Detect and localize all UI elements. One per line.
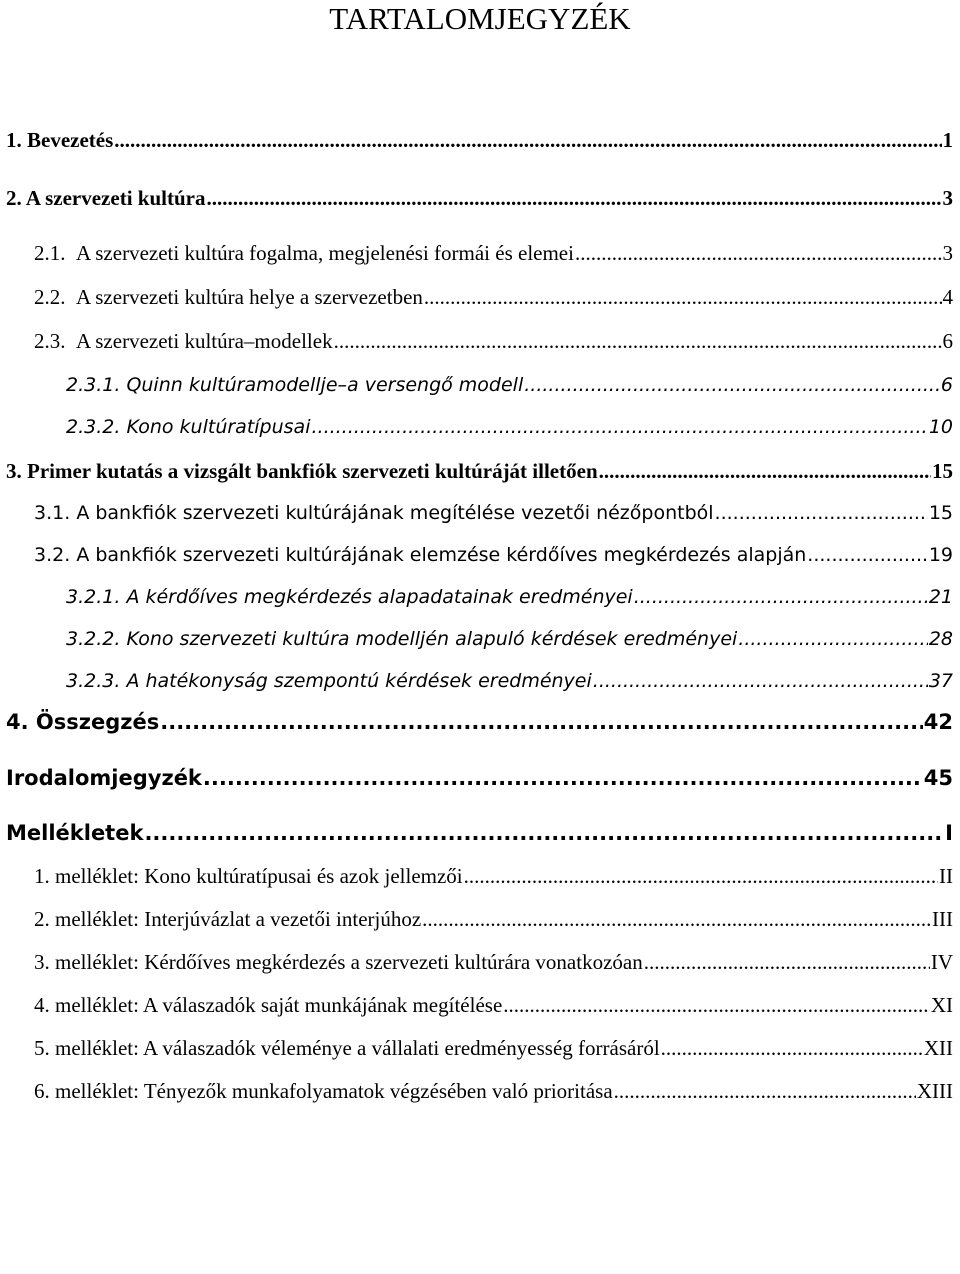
toc-entry[interactable] — [66, 582, 953, 612]
toc-dot-leader — [503, 990, 930, 1020]
toc-entry-label: 1. melléklet: Kono kultúratípusai és azok jellemzői — [34, 864, 463, 888]
toc-entry-label: 3. Primer kutatás a vizsgált bankfiók szervezeti kultúráját illetően — [6, 459, 598, 483]
toc-entry-label: 6. melléklet: Tényezők munkafolyamatok végzésében való prioritása — [34, 1079, 613, 1103]
toc-dot-leader — [203, 763, 923, 793]
toc-page-number: 45 — [923, 766, 953, 790]
toc-entry[interactable] — [34, 282, 953, 312]
toc-entry[interactable] — [34, 326, 953, 356]
toc-dot-leader — [144, 818, 944, 848]
toc-dot-leader — [807, 540, 928, 570]
toc-entry-label: 5. melléklet: A válaszadók véleménye a vállalati eredményesség forrásáról — [34, 1036, 660, 1060]
toc-page-number: 15 — [932, 459, 953, 483]
toc-page-number: 37 — [928, 670, 953, 692]
toc-entry-label: 4. Összegzés — [6, 710, 160, 734]
toc-entry-label: 4. melléklet: A válaszadók saját munkájának megítélése — [34, 993, 503, 1017]
toc-entry[interactable] — [6, 818, 953, 848]
toc-entry-label: Mellékletek — [6, 821, 144, 845]
toc-dot-leader — [634, 582, 928, 612]
toc-dot-leader — [644, 947, 930, 977]
toc-entry-label: 3.2. A bankfiók szervezeti kultúrájának elemzése kérdőíves megkérdezés alapján — [34, 544, 807, 566]
toc-entry[interactable] — [6, 183, 953, 213]
toc-dot-leader — [424, 282, 942, 312]
toc-dot-leader — [593, 666, 928, 696]
toc-page-number: I — [945, 821, 953, 845]
toc-entry[interactable] — [34, 990, 953, 1020]
toc-dot-leader — [715, 498, 928, 528]
toc-entry[interactable] — [6, 125, 953, 155]
toc-entry[interactable] — [66, 624, 953, 654]
toc-entry[interactable] — [34, 238, 953, 268]
toc-page-number: XI — [930, 993, 953, 1017]
toc-page-number: 28 — [928, 628, 953, 650]
toc-entry[interactable] — [34, 1076, 953, 1106]
toc-page-number: 42 — [923, 710, 953, 734]
toc-entry[interactable] — [34, 540, 953, 570]
toc-entry-label: 2.3.2. Kono kultúratípusai — [66, 416, 311, 438]
toc-entry[interactable] — [66, 370, 953, 400]
toc-entry[interactable] — [34, 861, 953, 891]
toc-dot-leader — [114, 125, 941, 155]
toc-entry[interactable] — [34, 904, 953, 934]
toc-dot-leader — [599, 456, 931, 486]
toc-page-number: 1 — [942, 128, 953, 152]
page-title: TARTALOMJEGYZÉK — [329, 1, 631, 36]
toc-dot-leader — [160, 707, 923, 737]
toc-page-number: 6 — [942, 329, 953, 353]
toc-page-number: 6 — [940, 374, 953, 396]
toc-entry-label: 2. melléklet: Interjúvázlat a vezetői interjúhoz — [34, 907, 422, 931]
toc-dot-leader — [464, 861, 938, 891]
toc-entry[interactable] — [6, 763, 953, 793]
toc-dot-leader — [311, 412, 927, 442]
toc-entry-label: 3.1. A bankfiók szervezeti kultúrájának megítélése vezetői nézőpontból — [34, 502, 714, 524]
toc-page-number: II — [939, 864, 953, 888]
toc-page-number: 10 — [928, 416, 953, 438]
toc-page-number: XII — [923, 1036, 953, 1060]
toc-entry-label: Irodalomjegyzék — [6, 766, 202, 790]
toc-dot-leader — [524, 370, 940, 400]
toc-entry[interactable] — [66, 412, 953, 442]
toc-dot-leader — [334, 326, 942, 356]
toc-dot-leader — [422, 904, 931, 934]
toc-entry-label: 3.2.2. Kono szervezeti kultúra modelljén alapuló kérdések eredményei — [66, 628, 738, 650]
toc-page-number: 3 — [942, 186, 953, 210]
toc-entry-label: 2.3.1. Quinn kultúramodellje–a versengő modell — [66, 374, 524, 396]
toc-entry-label: 2.2. A szervezeti kultúra helye a szervezetben — [34, 285, 423, 309]
toc-entry-label: 3.2.3. A hatékonyság szempontú kérdések eredményei — [66, 670, 592, 692]
toc-page-number: 3 — [942, 241, 953, 265]
toc-page-number: XIII — [916, 1079, 953, 1103]
toc-dot-leader — [738, 624, 928, 654]
toc-page-number: IV — [930, 950, 953, 974]
toc-page-number: 4 — [942, 285, 953, 309]
toc-entry[interactable] — [34, 498, 953, 528]
toc-dot-leader — [661, 1033, 923, 1063]
toc-page-number: 21 — [928, 586, 953, 608]
toc-entry-label: 1. Bevezetés — [6, 128, 114, 152]
toc-page-number: 15 — [928, 502, 953, 524]
toc-entry[interactable] — [66, 666, 953, 696]
toc-dot-leader — [614, 1076, 916, 1106]
toc-entry-label: 2.3. A szervezeti kultúra–modellek — [34, 329, 333, 353]
toc-entry[interactable] — [34, 1033, 953, 1063]
toc-page-number: III — [932, 907, 953, 931]
toc-entry[interactable] — [6, 456, 953, 486]
toc-entry[interactable] — [34, 947, 953, 977]
toc-entry-label: 2.1. A szervezeti kultúra fogalma, megjelenési formái és elemei — [34, 241, 574, 265]
toc-dot-leader — [575, 238, 942, 268]
toc-entry-label: 3.2.1. A kérdőíves megkérdezés alapadatainak eredményei — [66, 586, 633, 608]
toc-entry-label: 2. A szervezeti kultúra — [6, 186, 206, 210]
toc-dot-leader — [206, 183, 941, 213]
toc-entry[interactable] — [6, 707, 953, 737]
toc-entry-label: 3. melléklet: Kérdőíves megkérdezés a szervezeti kultúrára vonatkozóan — [34, 950, 643, 974]
toc-page-number: 19 — [928, 544, 953, 566]
